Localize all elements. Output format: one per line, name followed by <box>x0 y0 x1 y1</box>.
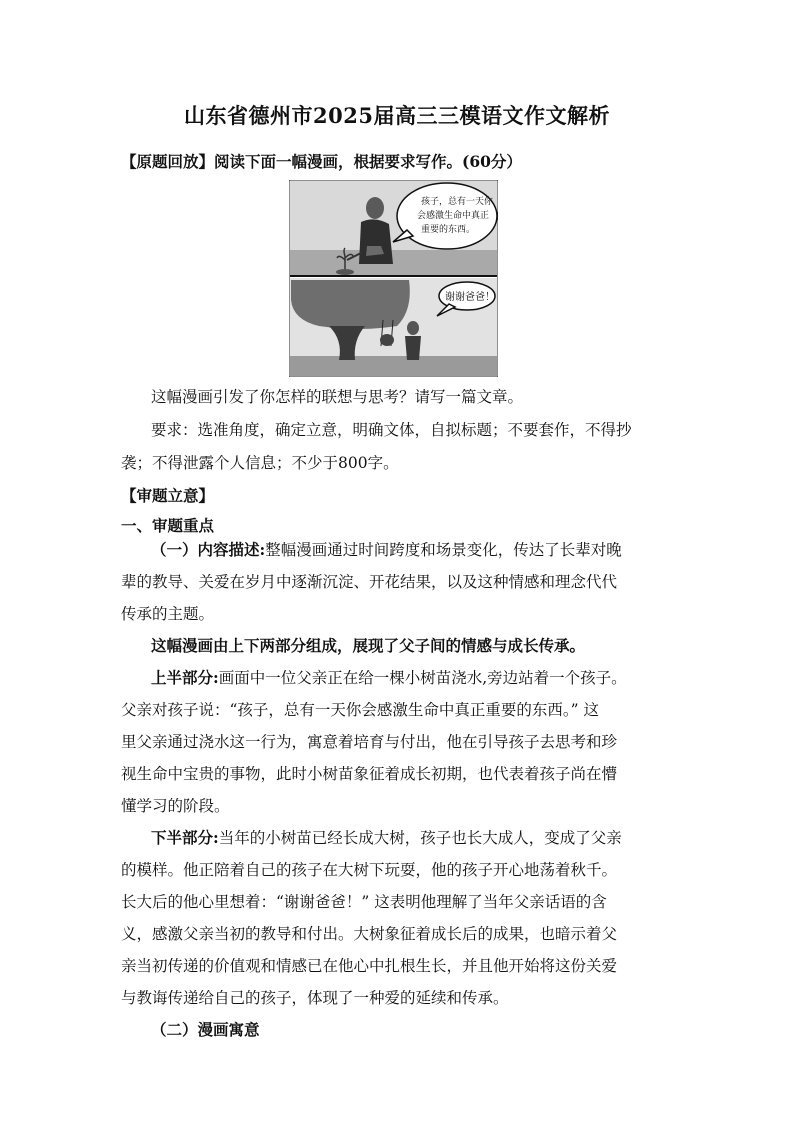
summary-line: 这幅漫画由上下两部分组成，展现了父子间的情感与成长传承。 <box>151 636 586 655</box>
top-half-line-4: 视生命中宝贵的事物，此时小树苗象征着成长初期，也代表着孩子尚在懵 <box>121 765 618 783</box>
content-line-3: 传承的主题。 <box>121 605 215 623</box>
bottom-half-line-1: 下半部分:当年的小树苗已经长成大树，孩子也长大成人，变成了父亲 <box>151 828 622 847</box>
bottom-half-line-3: 长大后的他心里想着：“谢谢爸爸！” 这表明他理解了当年父亲话语的含 <box>121 893 607 911</box>
top-half-line-2: 父亲对孩子说：“孩子，总有一天你会感激生命中真正重要的东西。” 这 <box>121 701 600 719</box>
bottom-half-line-4: 义，感激父亲当初的教导和付出。大树象征着成长后的成果，也暗示着父 <box>121 925 618 943</box>
top-half-line-5: 懂学习的阶段。 <box>121 797 230 815</box>
bottom-half-line-2: 的模样。他正陪着自己的孩子在大树下玩耍，他的孩子开心地荡着秋千。 <box>121 861 618 879</box>
question-heading: 【原题回放】阅读下面一幅漫画，根据要求写作。(60分） <box>121 152 522 171</box>
top-half-line-3: 里父亲通过浇水这一行为，寓意着培育与付出，他在引导孩子去思考和珍 <box>121 733 618 751</box>
subheading-2: （二）漫画寓意 <box>151 1020 260 1039</box>
comic-image <box>289 180 498 377</box>
section-heading: 【审题立意】 <box>121 486 215 505</box>
requirement-line-2: 袭；不得泄露个人信息；不少于800字。 <box>121 454 399 472</box>
bottom-half-line-6: 与教诲传递给自己的孩子，体现了一种爱的延续和传承。 <box>121 989 509 1007</box>
bubble-bottom-text: 谢谢爸爸！ <box>445 292 495 303</box>
subheading-1: 一、审题重点 <box>121 516 215 535</box>
bubble-line-1: 孩子，总有一天你 <box>421 197 494 207</box>
bubble-line-2: 会感激生命中真正 <box>417 211 490 221</box>
top-half-label: 上半部分: <box>151 668 219 687</box>
top-half-line-1: 上半部分:画面中一位父亲正在给一棵小树苗浇水,旁边站着一个孩子。 <box>151 668 627 687</box>
content-line-2: 辈的教导、关爱在岁月中逐渐沉淀、开花结果，以及这种情感和理念代代 <box>121 573 618 591</box>
requirement-line-1: 要求：选准角度，确定立意，明确文体，自拟标题；不要套作，不得抄 <box>151 421 632 439</box>
bottom-half-label: 下半部分: <box>151 828 219 847</box>
prompt-text: 这幅漫画引发了你怎样的联想与思考？请写一篇文章。 <box>151 388 524 406</box>
bottom-half-line-5: 亲当初传递的价值观和情感已在他心中扎根生长，并且他开始将这份关爱 <box>121 957 618 975</box>
content-label: （一）内容描述: <box>151 540 266 559</box>
content-line-1: （一）内容描述:整幅漫画通过时间跨度和场景变化，传达了长辈对晚 <box>151 540 622 559</box>
bubble-line-3: 重要的东西。 <box>421 225 476 235</box>
page-title: 山东省德州市2025届高三三模语文作文解析 <box>184 103 610 128</box>
